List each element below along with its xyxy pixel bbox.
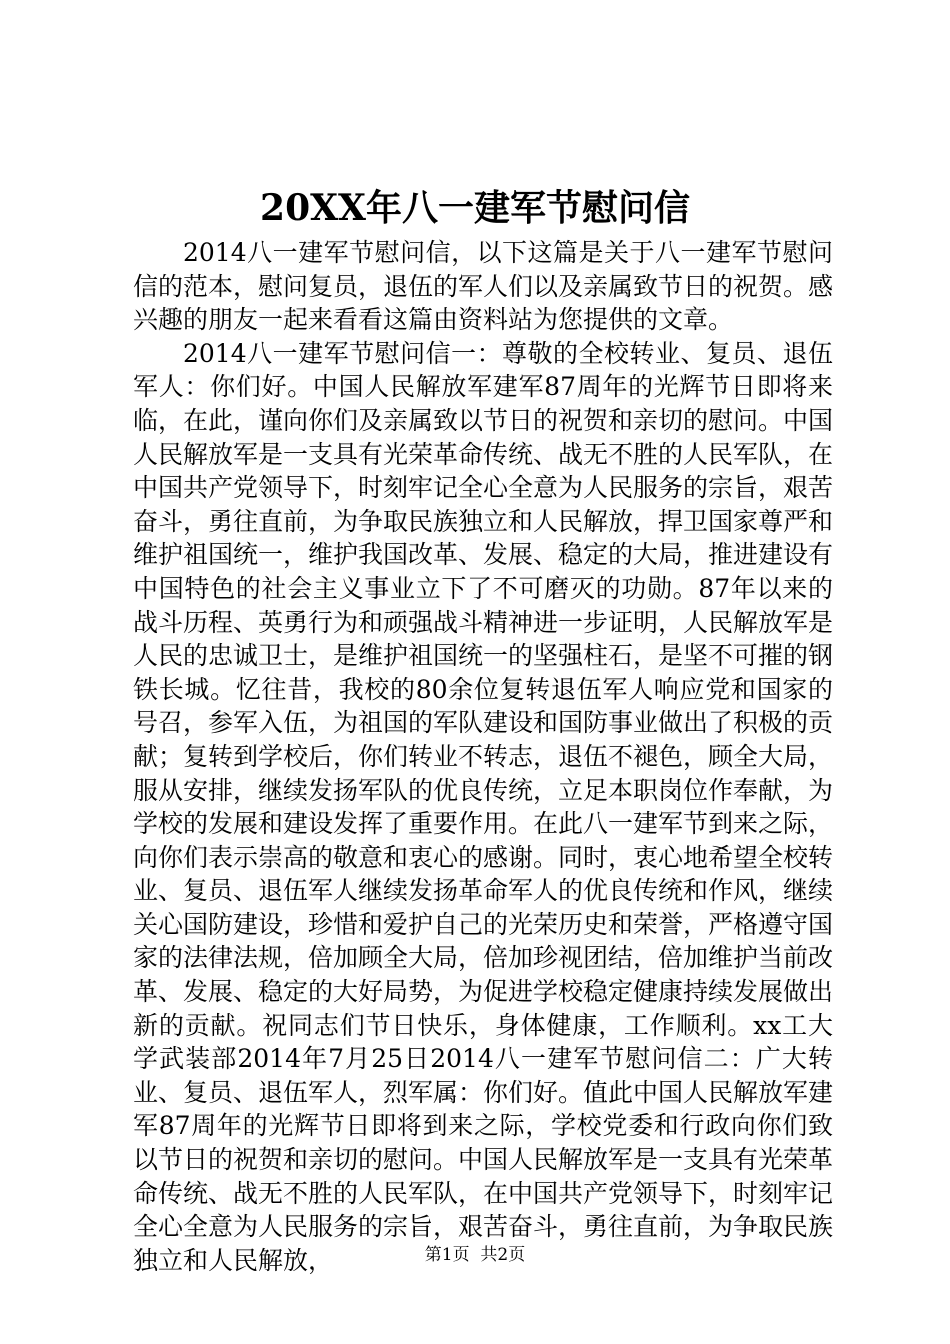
page-footer xyxy=(0,1243,950,1267)
document-title: 20XX年八一建军节慰问信 xyxy=(260,187,690,229)
page-total: 共2页 xyxy=(480,1245,526,1265)
paragraph-letter-body: 2014八一建军节慰问信一：尊敬的全校转业、复员、退伍军人：你们好。中国人民解放军建军87周年的光辉节日即将来临，在此，谨向你们及亲属致以节日的祝贺和亲切的慰问。中国人民解放军是一支具有光荣革命传统、战无不胜的人民军队，在中国共产党领导下，时刻牢记全心全意为人民服务的宗旨，艰苦奋斗，勇往直前，为争取民族独立和人民解放，捍卫国家尊严和维护祖国统一，维护我国改革、发展、稳定的大局，推进建设有中国特色的社会主义事业立下了不可磨灭的功勋。87年以来的战斗历程、英勇行为和顽强战斗精神进一步证明，人民解放军是人民的忠诚卫士，是维护祖国统一的坚强柱石，是坚不可摧的钢铁长城。忆往昔，我校的80余位复转退伍军人响应党和国家的号召，参军入伍，为祖国的军队建设和国防事业做出了积极的贡献；复转到学校后，你们转业不转志，退伍不褪色，顾全大局，服从安排，继续发扬军队的优良传统，立足本职岗位作奉献，为学校的发展和建设发挥了重要作用。在此八一建军节到来之际，向你们表示崇高的敬意和衷心的感谢。同时，衷心地希望全校转业、复员、退伍军人继续发扬革命军人的优良传统和作风，继续关心国防建设，珍惜和爱护自己的光荣历史和荣誉，严格遵守国家的法律法规，倍加顾全大局，倍加珍视团结，倍加维护当前改革、发展、稳定的大好局势，为促进学校稳定健康持续发展做出新的贡献。祝同志们节日快乐，身体健康，工作顺利。xx工大学武装部2014年7月25日2014八一建军节慰问信二：广大转业、复员、退伍军人，烈军属：你们好。值此中国人民解放军建军87周年的光辉节日即将到来之际，学校党委和行政向你们致以节日的祝贺和亲切的慰问。中国人民解放军是一支具有光荣革命传统、战无不胜的人民军队，在中国共产党领导下，时刻牢记全心全意为人民服务的宗旨，艰苦奋斗，勇往直前，为争取民族独立和人民解放， xyxy=(133,338,834,1275)
page-number: 第1页 xyxy=(424,1245,470,1265)
paragraph-intro: 2014八一建军节慰问信，以下这篇是关于八一建军节慰问信的范本，慰问复员，退伍的军人们以及亲属致节日的祝贺。感兴趣的朋友一起来看看这篇由资料站为您提供的文章。 xyxy=(133,238,834,335)
document-body xyxy=(133,236,833,1277)
